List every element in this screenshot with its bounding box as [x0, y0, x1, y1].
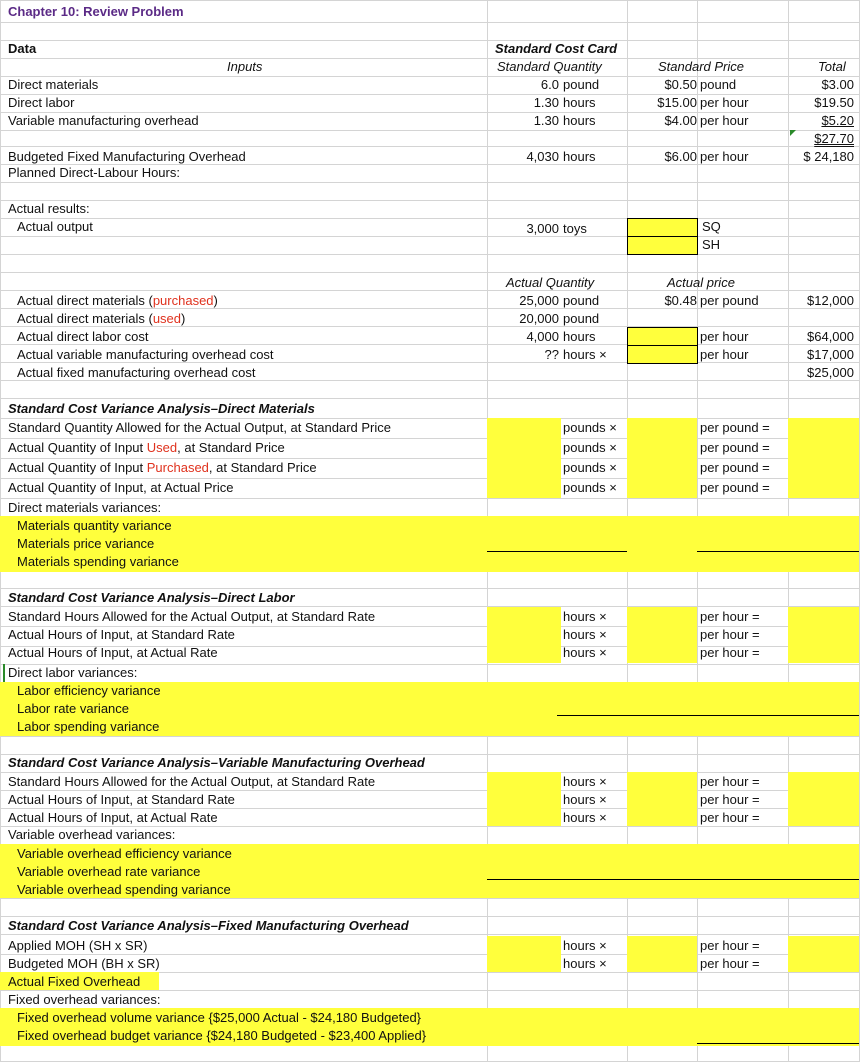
fixed-overhead-hours-unit: hours	[563, 149, 596, 164]
dm-total-input-cells[interactable]	[788, 418, 859, 498]
row-total-value: $19.50	[814, 95, 854, 110]
vo-hours-input-cells[interactable]	[487, 772, 561, 826]
actual-row-label-pre: Actual direct labor cost	[17, 329, 149, 344]
actual-quantity-unit: pound	[563, 311, 600, 326]
vo-unit-label: hours ×	[563, 774, 607, 789]
dm-row-label	[8, 419, 391, 437]
dl-rate-label: per hour =	[700, 645, 760, 660]
comment-marker-icon	[790, 130, 796, 136]
dl-row-label: Actual Hours of Input, at Actual Rate	[8, 645, 218, 660]
fixed-overhead-total: $ 24,180	[803, 149, 854, 164]
vo-unit-label: hours ×	[563, 792, 607, 807]
actual-row-label-pre: Actual direct materials (	[17, 311, 153, 326]
vo-unit-label: hours ×	[563, 810, 607, 825]
dl-unit-label: hours ×	[563, 609, 607, 624]
data-label: Data	[8, 41, 37, 56]
actual-results-label: Actual results:	[8, 201, 90, 216]
actual-row-label-pre: Actual direct materials (	[17, 293, 153, 308]
dl-row-label: Standard Hours Allowed for the Actual Output, at Standard Rate	[8, 609, 376, 624]
dm-row-label	[8, 439, 285, 457]
actual-row-label-post: )	[213, 293, 218, 308]
standard-price-value: $15.00	[657, 95, 697, 110]
dl-variance-label: Labor spending variance	[17, 719, 160, 734]
actual-total-value: $64,000	[807, 329, 854, 344]
dl-underline	[557, 715, 859, 716]
actual-row-label-pre: Actual fixed manufacturing overhead cost	[17, 365, 256, 380]
dm-row-label-post: , at Standard Price	[208, 460, 317, 475]
col-standard-price: Standard Price	[658, 59, 744, 74]
actual-price-unit: per hour	[700, 329, 749, 344]
vo-rate-input-cells[interactable]	[627, 772, 697, 826]
vo-rate-label: per hour =	[700, 810, 760, 825]
dm-underline-2	[697, 551, 859, 552]
dl-section-title: Standard Cost Variance Analysis–Direct Labor	[8, 590, 295, 605]
vo-total-input-cells[interactable]	[788, 772, 859, 826]
vo-row-label: Actual Hours of Input, at Standard Rate	[8, 792, 235, 807]
standard-quantity-value: 6.0	[540, 77, 559, 92]
col-total: Total	[818, 59, 846, 74]
actual-row-label	[17, 292, 218, 310]
dm-section-title: Standard Cost Variance Analysis–Direct Materials	[8, 401, 315, 416]
standard-cost-total: $27.70	[814, 131, 854, 146]
dl-row-label: Actual Hours of Input, at Standard Rate	[8, 627, 235, 642]
actual-quantity-unit: hours ×	[563, 347, 607, 362]
vo-row-label: Standard Hours Allowed for the Actual Output, at Standard Rate	[8, 774, 376, 789]
price-unit: pound	[700, 77, 737, 92]
actual-total-value: $25,000	[807, 365, 854, 380]
actual-total-value: $17,000	[807, 347, 854, 362]
vo-variance-label: Variable overhead efficiency variance	[17, 846, 232, 861]
fo-rate-label: per hour =	[700, 956, 760, 971]
fo-row-label: Applied MOH (SH x SR)	[8, 938, 148, 953]
fo-hours-input-cells[interactable]	[487, 936, 561, 972]
fo-total-input-cells[interactable]	[788, 936, 859, 972]
dm-variance-label: Materials spending variance	[17, 554, 179, 569]
fo-unit-label: hours ×	[563, 938, 607, 953]
dm-rate-label: per pound =	[700, 440, 770, 455]
standard-quantity-value: 1.30	[533, 95, 559, 110]
fo-underline	[697, 1043, 859, 1044]
vo-section-title: Standard Cost Variance Analysis–Variable Manufacturing Overhead	[8, 755, 425, 770]
dm-quantity-input-cells[interactable]	[487, 418, 561, 498]
col-actual-price: Actual price	[667, 275, 735, 290]
vo-underline	[487, 879, 859, 880]
actual-output-value: 3,000	[526, 221, 559, 236]
dm-unit-label: pounds ×	[563, 420, 617, 435]
dm-row-label-highlight: Used	[146, 440, 178, 455]
dm-row-label-pre: Actual Quantity of Input, at Actual Price	[8, 480, 234, 495]
dm-unit-label: pounds ×	[563, 460, 617, 475]
actual-output-unit: toys	[563, 221, 587, 236]
sh-input-cell[interactable]	[627, 236, 698, 255]
active-cell-marker	[3, 664, 5, 682]
fo-variance-label: Fixed overhead volume variance {$25,000 Actual - $24,180 Budgeted}	[17, 1010, 422, 1025]
dl-variances-label: Direct labor variances:	[8, 665, 138, 680]
col-actual-quantity: Actual Quantity	[506, 275, 595, 290]
vo-variance-label: Variable overhead spending variance	[17, 882, 231, 897]
actual-row-label	[17, 346, 274, 364]
dm-row-label	[8, 479, 233, 497]
dl-hours-input-cells[interactable]	[487, 607, 561, 663]
actual-quantity-unit: hours	[563, 329, 596, 344]
actual-price-unit: per hour	[700, 347, 749, 362]
fo-row-label: Budgeted MOH (BH x SR)	[8, 956, 160, 971]
dm-price-input-cells[interactable]	[627, 418, 697, 498]
dl-variance-label: Labor rate variance	[17, 701, 130, 716]
dm-variance-label: Materials price variance	[17, 536, 155, 551]
fo-variance-label: Fixed overhead budget variance {$24,180 Budgeted - $23,400 Applied}	[17, 1028, 427, 1043]
actual-output-label: Actual output	[17, 219, 93, 234]
input-row-label: Variable manufacturing overhead	[8, 113, 199, 128]
actual-price-unit: per pound	[700, 293, 759, 308]
fixed-overhead-rate: $6.00	[664, 149, 697, 164]
dm-row-label-pre: Actual Quantity of Input	[8, 440, 147, 455]
planned-hours-label: Planned Direct-Labour Hours:	[8, 165, 180, 180]
quantity-unit: pound	[563, 77, 600, 92]
actual-price-value	[627, 364, 697, 382]
standard-quantity-value: 1.30	[533, 113, 559, 128]
fo-rate-input-cells[interactable]	[627, 936, 697, 972]
dm-unit-label: pounds ×	[563, 440, 617, 455]
vo-rate-label: per hour =	[700, 774, 760, 789]
actual-quantity-value: ??	[544, 347, 559, 362]
dl-rate-input-cells[interactable]	[627, 607, 697, 663]
sq-input-cell[interactable]	[627, 218, 698, 237]
dl-rate-label: per hour =	[700, 609, 760, 624]
dl-total-input-cells[interactable]	[788, 607, 859, 663]
dl-unit-label: hours ×	[563, 627, 607, 642]
dm-unit-label: pounds ×	[563, 480, 617, 495]
inputs-label: Inputs	[227, 59, 263, 74]
vo-rate-label: per hour =	[700, 792, 760, 807]
dm-row-label-highlight: Purchased	[146, 460, 209, 475]
row-total-value: $5.20	[821, 113, 854, 128]
fixed-overhead-rate-unit: per hour	[700, 149, 749, 164]
dm-row-label-post: , at Standard Price	[177, 440, 285, 455]
vo-row-label: Actual Hours of Input, at Actual Rate	[8, 810, 218, 825]
dm-variances-label: Direct materials variances:	[8, 500, 162, 515]
col-standard-quantity: Standard Quantity	[497, 59, 602, 74]
cost-card-title: Standard Cost Card	[495, 41, 618, 56]
fo-unit-label: hours ×	[563, 956, 607, 971]
quantity-unit: hours	[563, 113, 596, 128]
fo-section-title: Standard Cost Variance Analysis–Fixed Manufacturing Overhead	[8, 918, 409, 933]
actual-quantity-value: 4,000	[526, 329, 559, 344]
actual-labor-rate-cell[interactable]	[627, 327, 698, 346]
actual-price-value	[627, 310, 697, 328]
actual-row-label	[17, 310, 185, 328]
dm-row-label-pre: Standard Quantity Allowed for the Actual Output, at Standard Price	[8, 420, 392, 435]
quantity-unit: hours	[563, 95, 596, 110]
price-unit: per hour	[700, 95, 749, 110]
dm-row-label-pre: Actual Quantity of Input	[8, 460, 147, 475]
vo-variance-label: Variable overhead rate variance	[17, 864, 201, 879]
actual-total-value: $12,000	[807, 293, 854, 308]
input-row-label: Direct materials	[8, 77, 99, 92]
actual-row-label-highlight: used	[152, 311, 182, 326]
vo-variances-label: Variable overhead variances:	[8, 827, 176, 842]
fo-rate-label: per hour =	[700, 938, 760, 953]
standard-price-value: $0.50	[664, 77, 697, 92]
actual-row-label-pre: Actual variable manufacturing overhead cost	[17, 347, 274, 362]
dm-variance-label: Materials quantity variance	[17, 518, 172, 533]
sheet-title: Chapter 10: Review Problem	[8, 4, 184, 19]
dl-variance-label: Labor efficiency variance	[17, 683, 161, 698]
fixed-overhead-label: Budgeted Fixed Manufacturing Overhead	[8, 149, 246, 164]
dm-rate-label: per pound =	[700, 480, 770, 495]
actual-quantity-unit: pound	[563, 293, 600, 308]
dm-rate-label: per pound =	[700, 460, 770, 475]
dm-row-label	[8, 459, 317, 477]
actual-quantity-value	[487, 364, 559, 382]
actual-row-label-highlight: purchased	[152, 293, 214, 308]
actual-price-value: $0.48	[664, 293, 697, 308]
sh-label: SH	[702, 237, 721, 252]
actual-row-label	[17, 328, 149, 346]
actual-total-value	[788, 310, 854, 328]
dm-underline-1	[487, 551, 627, 552]
fixed-overhead-hours: 4,030	[526, 149, 559, 164]
actual-quantity-value: 20,000	[519, 311, 559, 326]
input-row-label: Direct labor	[8, 95, 75, 110]
actual-voh-rate-cell[interactable]	[627, 345, 698, 364]
sq-label: SQ	[702, 219, 721, 234]
price-unit: per hour	[700, 113, 749, 128]
actual-row-label	[17, 364, 255, 382]
actual-quantity-value: 25,000	[519, 293, 559, 308]
row-total-value: $3.00	[821, 77, 854, 92]
dl-rate-label: per hour =	[700, 627, 760, 642]
dl-unit-label: hours ×	[563, 645, 607, 660]
actual-row-label-post: )	[181, 311, 186, 326]
dm-rate-label: per pound =	[700, 420, 770, 435]
fo-variances-label: Fixed overhead variances:	[8, 992, 161, 1007]
fo-actual-label: Actual Fixed Overhead	[8, 974, 141, 989]
standard-price-value: $4.00	[664, 113, 697, 128]
